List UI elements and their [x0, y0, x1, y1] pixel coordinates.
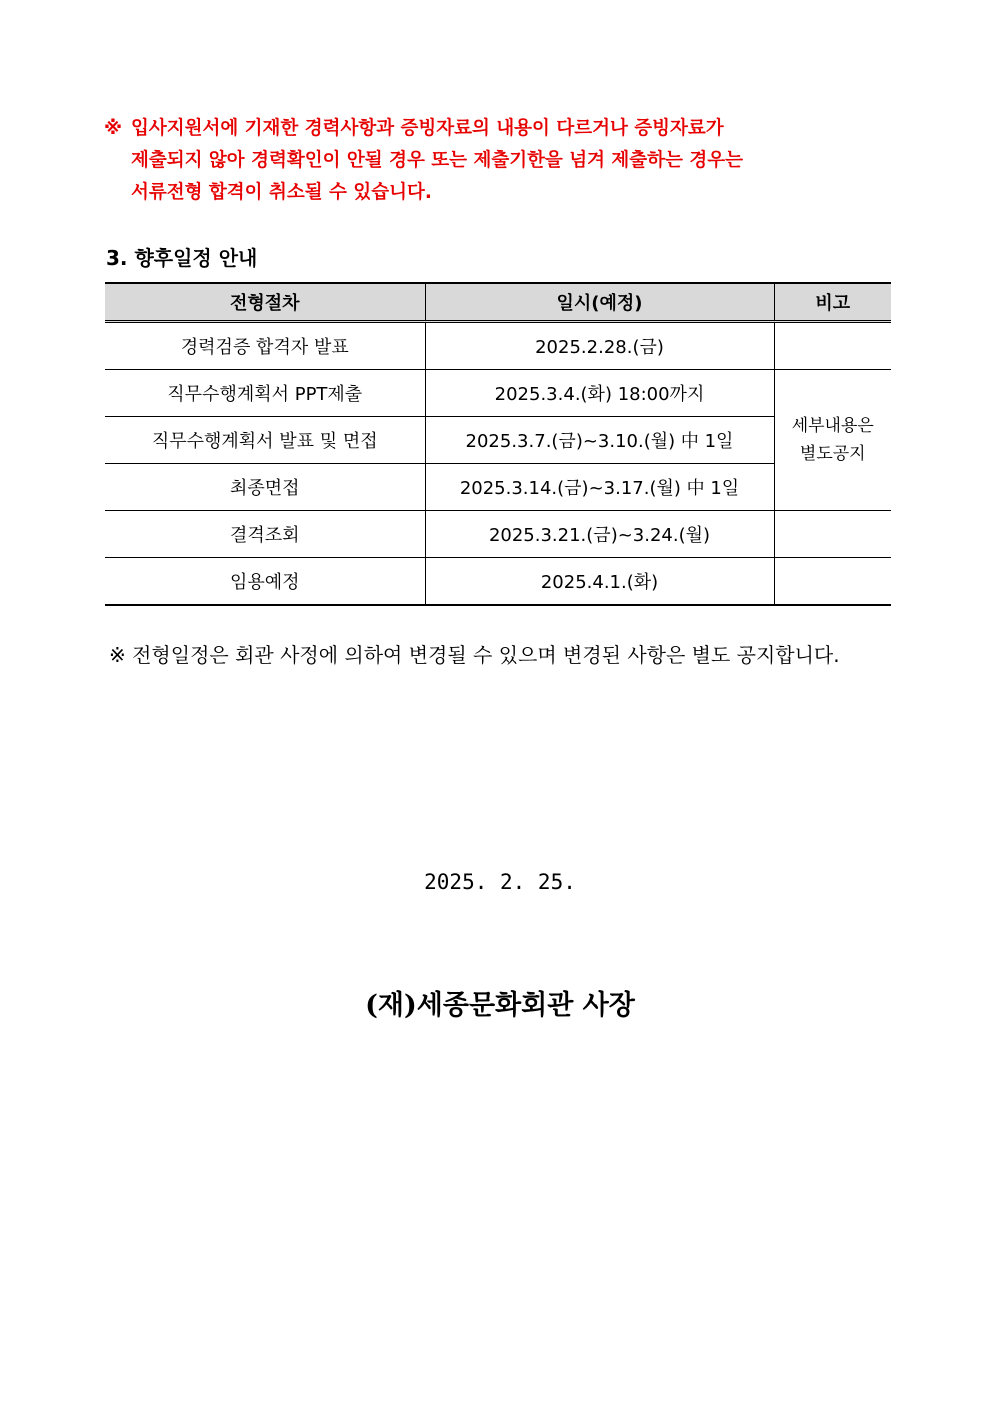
- header-step: 전형절차: [105, 283, 425, 322]
- section-title: 3. 향후일정 안내: [106, 246, 258, 270]
- note-cell: [774, 558, 891, 606]
- note-cell: [774, 322, 891, 370]
- table-row: [105, 370, 891, 417]
- table-row: [105, 322, 891, 370]
- merged-note-line-2: 별도공지: [799, 444, 866, 464]
- step-cell: 결격조회: [105, 511, 425, 558]
- notice-line-1: ※ 입사지원서에 기재한 경력사항과 증빙자료의 내용이 다르거나 증빙자료가: [104, 113, 864, 145]
- schedule-table: [105, 282, 891, 606]
- date-cell: 2025.3.4.(화) 18:00까지: [425, 370, 774, 417]
- step-cell: 최종면접: [105, 464, 425, 511]
- reference-mark-icon: ※: [104, 118, 122, 139]
- date-cell: 2025.2.28.(금): [425, 322, 774, 370]
- schedule-footnote: ※ 전형일정은 회관 사정에 의하여 변경될 수 있으며 변경된 사항은 별도 공지합니다.: [109, 643, 840, 667]
- step-cell: 직무수행계획서 PPT제출: [105, 370, 425, 417]
- header-note: 비고: [774, 283, 891, 322]
- table-row: [105, 417, 891, 464]
- issuer-signature: (재)세종문화회관 사장: [365, 990, 635, 1021]
- header-date: 일시(예정): [425, 283, 774, 322]
- merged-note-line-1: 세부내용은: [791, 416, 874, 436]
- table-row: [105, 464, 891, 511]
- notice-line-3: 서류전형 합격이 취소될 수 있습니다.: [131, 182, 432, 203]
- notice-line-2: 제출되지 않아 경력확인이 안될 경우 또는 제출기한을 넘겨 제출하는 경우는: [131, 150, 743, 171]
- step-cell: 직무수행계획서 발표 및 면접: [105, 417, 425, 464]
- red-notice: [104, 113, 864, 209]
- note-cell: [774, 511, 891, 558]
- date-cell: 2025.3.21.(금)~3.24.(월): [425, 511, 774, 558]
- merged-note-cell: [774, 370, 891, 511]
- document-date: 2025. 2. 25.: [424, 870, 576, 894]
- table-row: [105, 558, 891, 606]
- date-cell: 2025.3.7.(금)~3.10.(월) 中 1일: [425, 417, 774, 464]
- table-header-row: [105, 283, 891, 322]
- date-cell: 2025.4.1.(화): [425, 558, 774, 606]
- step-cell: 임용예정: [105, 558, 425, 606]
- date-cell: 2025.3.14.(금)~3.17.(월) 中 1일: [425, 464, 774, 511]
- table-row: [105, 511, 891, 558]
- step-cell: 경력검증 합격자 발표: [105, 322, 425, 370]
